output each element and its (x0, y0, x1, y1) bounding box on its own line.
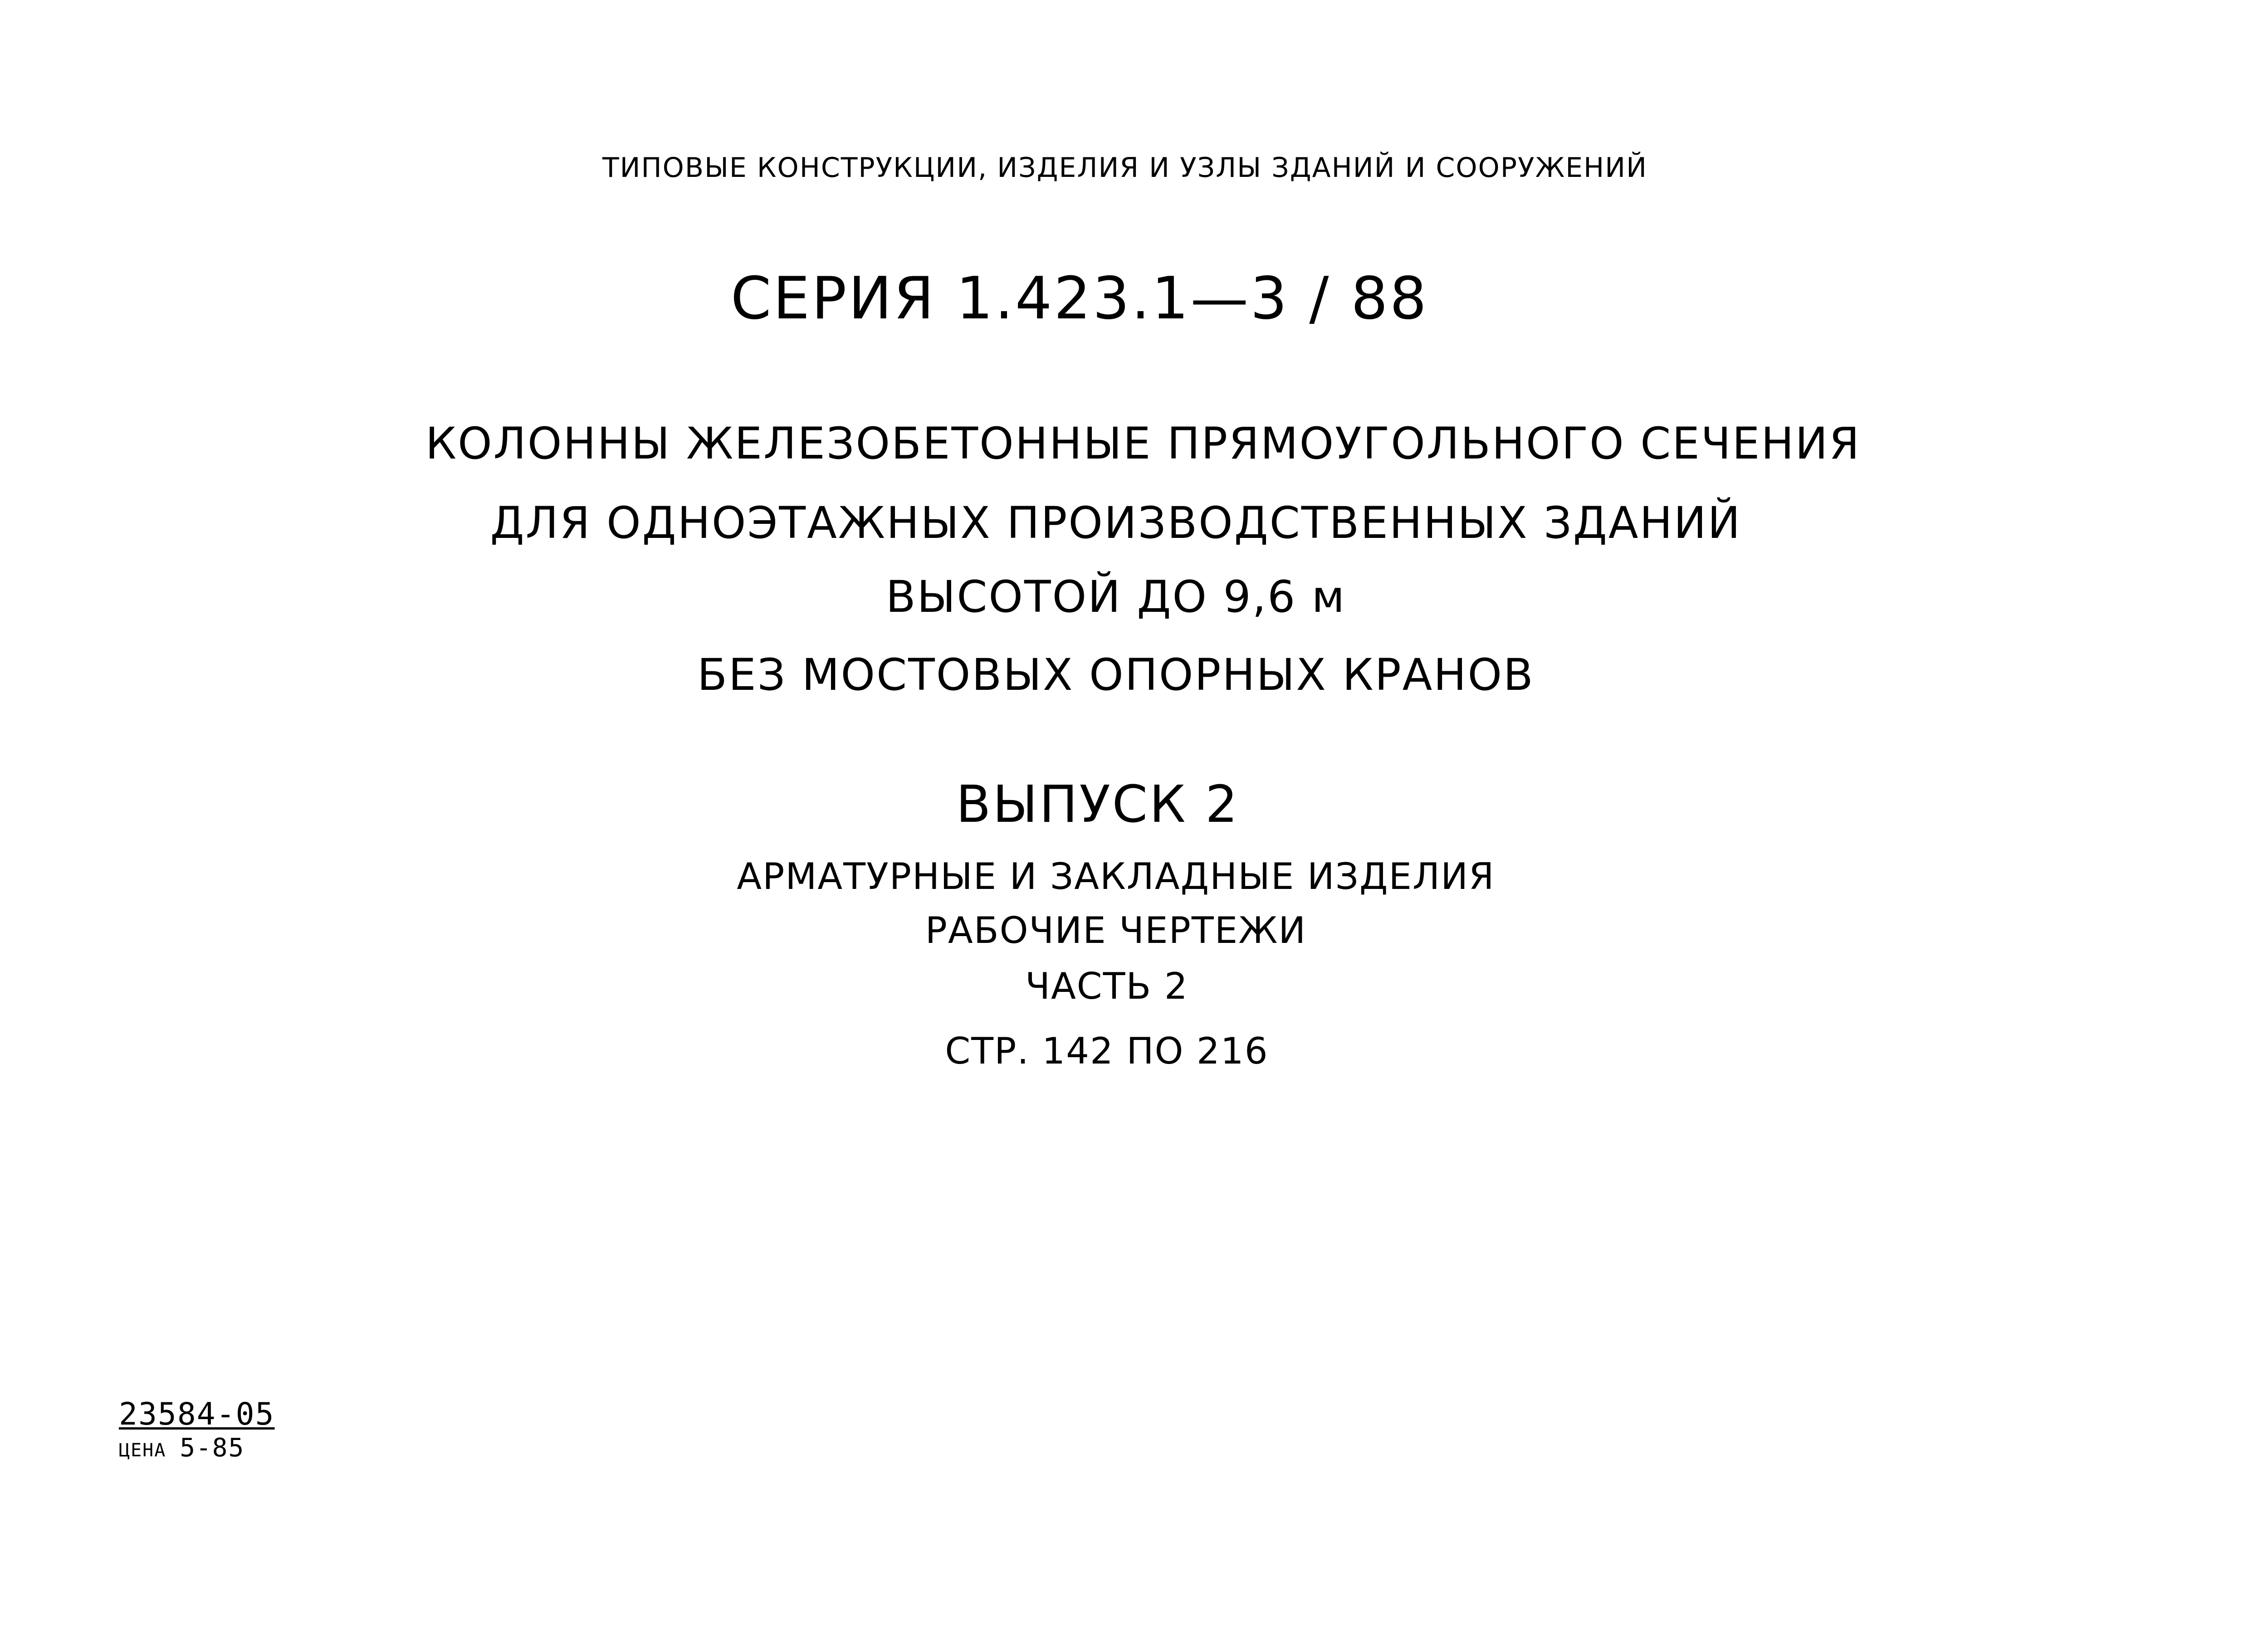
issue-part: ЧАСТЬ 2 (1025, 965, 1188, 1007)
catalog-stamp (119, 1396, 327, 1463)
series-number: СЕРИЯ 1.423.1—3 / 88 (730, 265, 1429, 332)
issue-label: ВЫПУСК 2 (956, 775, 1240, 834)
issue-pages: СТР. 142 ПО 216 (945, 1030, 1269, 1072)
header-top-line: ТИПОВЫЕ КОНСТРУКЦИИ, ИЗДЕЛИЯ И УЗЛЫ ЗДАНИЙ И СООРУЖЕНИЙ (602, 152, 1648, 184)
issue-subtitle-1: АРМАТУРНЫЕ И ЗАКЛАДНЫЕ ИЗДЕЛИЯ (737, 855, 1495, 898)
issue-subtitle-2: РАБОЧИЕ ЧЕРТЕЖИ (925, 909, 1307, 952)
price-value: 5-85 (180, 1433, 245, 1463)
title-line-2: ДЛЯ ОДНОЭТАЖНЫХ ПРОИЗВОДСТВЕННЫХ ЗДАНИЙ (490, 498, 1742, 548)
price-row (119, 1435, 327, 1461)
price-label: ЦЕНА (119, 1440, 166, 1461)
title-line-3: ВЫСОТОЙ ДО 9,6 м (885, 571, 1346, 622)
title-line-4: БЕЗ МОСТОВЫХ ОПОРНЫХ КРАНОВ (697, 649, 1535, 700)
title-line-1: КОЛОННЫ ЖЕЛЕЗОБЕТОННЫЕ ПРЯМОУГОЛЬНОГО СЕЧЕНИЯ (425, 418, 1861, 469)
catalog-code: 23584-05 (119, 1396, 275, 1432)
